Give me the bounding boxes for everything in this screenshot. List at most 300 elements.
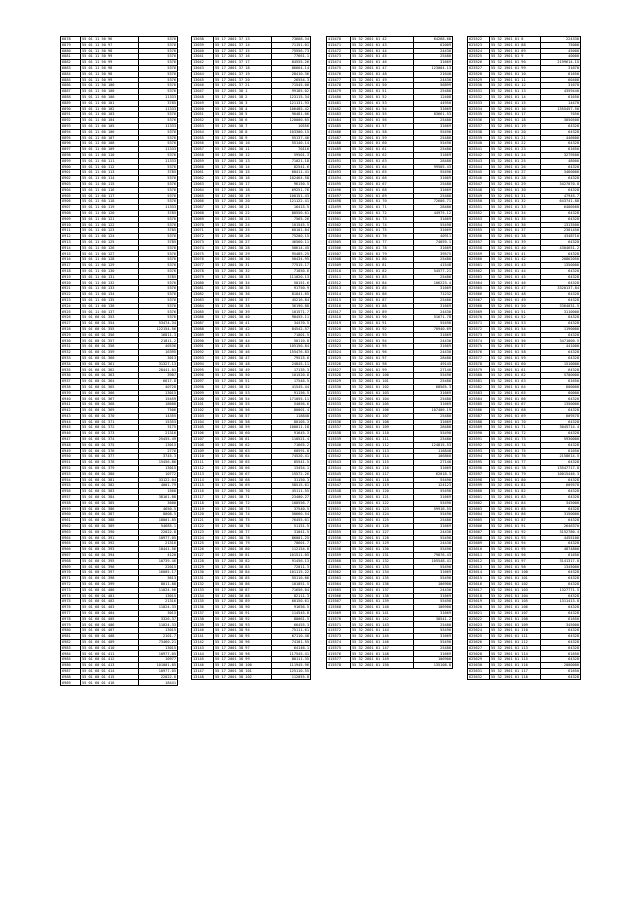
- row-number-cell: 13066: [192, 199, 214, 205]
- amount-cell: 55490: [414, 564, 453, 570]
- code-cell: 55 17 2001 38 85: [214, 576, 272, 582]
- row-number-cell: 6970: [61, 570, 81, 576]
- row-number-cell: 415487: [327, 135, 351, 141]
- code-cell: 55 32 1901 01 60: [490, 361, 541, 367]
- row-number-cell: 625597: [468, 471, 490, 477]
- code-cell: 55 32 2601 01 76: [351, 234, 414, 240]
- code-cell: 55 01 60 01 383: [81, 489, 139, 495]
- amount-cell: 25480: [414, 181, 453, 187]
- row-number-cell: 625553: [468, 216, 490, 222]
- amount-cell: 15456.86: [139, 460, 178, 466]
- code-cell: 55 17 2001 38 75: [214, 518, 272, 524]
- row-number-cell: 13084: [192, 303, 214, 309]
- amount-cell: 4001.79: [139, 483, 178, 489]
- row-number-cell: 415575: [327, 645, 351, 651]
- code-cell: 55 32 1901 01 88: [490, 42, 541, 48]
- row-number-cell: 13076: [192, 257, 214, 263]
- code-cell: 55 01 11 60 108: [81, 141, 139, 147]
- row-number-cell: 6976: [61, 605, 81, 611]
- code-cell: 55 01 60 01 411: [81, 651, 139, 657]
- amount-cell: 64328: [541, 605, 581, 611]
- amount-cell: 3141317.8: [541, 558, 581, 564]
- amount-cell: 2158614.5: [541, 454, 581, 460]
- amount-cell: 24430: [414, 309, 453, 315]
- amount-cell: 101520.8: [272, 373, 311, 379]
- row-number-cell: 415507: [327, 251, 351, 257]
- code-cell: 55 01 11 60 130: [81, 268, 139, 274]
- code-cell: 55 01 11 60 132: [81, 280, 139, 286]
- row-number-cell: 625526: [468, 60, 490, 66]
- code-cell: 55 17 2001 38 71: [214, 494, 272, 500]
- code-cell: 55 17 2001 38 4: [214, 106, 272, 112]
- code-cell: 55 32 1901 01 73: [490, 436, 541, 442]
- row-number-cell: 625593: [468, 448, 490, 454]
- code-cell: 55 32 2601 01 129: [351, 541, 414, 547]
- amount-cell: 64328: [541, 494, 581, 500]
- code-cell: 55 17 2001 38 37: [214, 297, 272, 303]
- row-number-cell: 415486: [327, 129, 351, 135]
- row-number-cell: 415501: [327, 216, 351, 222]
- amount-cell: 39575: [414, 251, 453, 257]
- code-cell: 55 01 60 01 400: [81, 587, 139, 593]
- amount-cell: 72011.3: [272, 564, 311, 570]
- code-cell: 55 01 60 01 415: [81, 674, 139, 680]
- amount-cell: 71050.6: [272, 268, 311, 274]
- amount-cell: 31669: [414, 419, 453, 425]
- code-cell: 55 32 1901 01 36: [490, 222, 541, 228]
- row-number-cell: 415502: [327, 222, 351, 228]
- row-number-cell: 415554: [327, 523, 351, 529]
- row-number-cell: 13145: [192, 657, 214, 663]
- code-cell: 55 17 2001 38 45: [214, 344, 272, 350]
- code-cell: 55 01 60 01 399: [81, 581, 139, 587]
- row-number-cell: 625601: [468, 494, 490, 500]
- row-number-cell: 13111: [192, 460, 214, 466]
- row-number-cell: 6982: [61, 639, 81, 645]
- row-number-cell: 415492: [327, 164, 351, 170]
- amount-cell: 28480: [414, 205, 453, 211]
- amount-cell: 64328: [541, 408, 581, 414]
- row-number-cell: 415499: [327, 205, 351, 211]
- amount-cell: 31669: [414, 390, 453, 396]
- row-number-cell: 625582: [468, 384, 490, 390]
- row-number-cell: 6946: [61, 431, 81, 437]
- code-cell: 55 17 2001 38 3: [214, 100, 272, 106]
- row-number-cell: 625563: [468, 274, 490, 280]
- code-cell: 55 32 1901 01 101: [490, 576, 541, 582]
- code-cell: 55 01 11 50 98: [81, 48, 139, 54]
- amount-cell: 3745.3: [139, 454, 178, 460]
- amount-cell: 62009: [414, 42, 453, 48]
- amount-cell: 3279500: [541, 152, 581, 158]
- row-number-cell: 6960: [61, 512, 81, 518]
- amount-cell: 82541.6: [272, 164, 311, 170]
- amount-cell: 31670: [541, 83, 581, 89]
- amount-cell: 13015: [139, 390, 178, 396]
- row-number-cell: 625598: [468, 477, 490, 483]
- code-cell: 55 32 2601 01 51: [351, 89, 414, 95]
- code-cell: 55 32 2601 01 132: [351, 558, 414, 564]
- amount-cell: 91645.3: [272, 431, 311, 437]
- code-cell: 55 32 1901 01 76: [490, 454, 541, 460]
- amount-cell: 60591.8: [272, 448, 311, 454]
- amount-cell: 64328: [541, 176, 581, 182]
- amount-cell: 24430: [414, 48, 453, 54]
- row-number-cell: 625608: [468, 535, 490, 541]
- amount-cell: 609578: [541, 413, 581, 419]
- code-cell: 55 32 2601 01 100: [351, 373, 414, 379]
- amount-cell: 5376: [139, 216, 178, 222]
- code-cell: 55 32 1901 01 94: [490, 541, 541, 547]
- row-number-cell: 625542: [468, 152, 490, 158]
- code-cell: 55 01 60 01 375: [81, 442, 139, 448]
- code-cell: 55 32 1901 01 109: [490, 622, 541, 628]
- row-number-cell: 415542: [327, 454, 351, 460]
- code-cell: 55 01 11 50 97: [81, 42, 139, 48]
- row-number-cell: 13060: [192, 164, 214, 170]
- code-cell: 55 17 2001 38 14: [214, 164, 272, 170]
- row-number-cell: 6919: [61, 274, 81, 280]
- amount-cell: 13454.1: [272, 465, 311, 471]
- code-cell: 55 17 2001 38 67: [214, 471, 272, 477]
- amount-cell: 68565.3: [414, 384, 453, 390]
- row-number-cell: 415549: [327, 494, 351, 500]
- amount-cell: 80001.4: [272, 408, 311, 414]
- row-number-cell: 6957: [61, 494, 81, 500]
- amount-cell: 64328: [541, 657, 581, 663]
- row-number-cell: 13048: [192, 94, 214, 100]
- code-cell: 55 32 1901 01 108: [490, 616, 541, 622]
- row-number-cell: 625538: [468, 129, 490, 135]
- code-cell: 55 32 1901 01 15: [490, 100, 541, 106]
- row-number-cell: 415521: [327, 332, 351, 338]
- row-number-cell: 13120: [192, 512, 214, 518]
- row-number-cell: 6888: [61, 94, 81, 100]
- row-number-cell: 415545: [327, 471, 351, 477]
- row-number-cell: 6898: [61, 152, 81, 158]
- code-cell: 55 32 1901 01 62: [490, 373, 541, 379]
- code-cell: 55 01 60 01 368: [81, 402, 139, 408]
- row-number-cell: 625546: [468, 176, 490, 182]
- code-cell: 55 17 2001 38 9: [214, 135, 272, 141]
- amount-cell: 47945.7: [541, 193, 581, 199]
- row-number-cell: 13064: [192, 187, 214, 193]
- amount-cell: 106223.4: [414, 280, 453, 286]
- amount-cell: 101545.5: [272, 222, 311, 228]
- code-cell: 55 17 2001 38 90: [214, 605, 272, 611]
- amount-cell: 64328: [541, 187, 581, 193]
- row-number-cell: 13142: [192, 639, 214, 645]
- code-cell: 55 17 2001 37 19: [214, 71, 272, 77]
- row-number-cell: 13105: [192, 425, 214, 431]
- row-number-cell: 6907: [61, 205, 81, 211]
- row-number-cell: 415511: [327, 274, 351, 280]
- code-cell: 55 32 2601 01 97: [351, 355, 414, 361]
- row-number-cell: 6920: [61, 280, 81, 286]
- code-cell: 55 01 11 50 98: [81, 71, 139, 77]
- code-cell: 55 01 60 01 371: [81, 419, 139, 425]
- code-cell: 55 32 2601 01 60: [351, 141, 414, 147]
- row-number-cell: 415483: [327, 112, 351, 118]
- code-cell: 55 32 2601 01 96: [351, 350, 414, 356]
- row-number-cell: 13072: [192, 234, 214, 240]
- row-number-cell: 13074: [192, 245, 214, 251]
- row-number-cell: 13090: [192, 338, 214, 344]
- row-number-cell: 625580: [468, 373, 490, 379]
- row-number-cell: 13039: [192, 42, 214, 48]
- amount-cell: 73668.34: [272, 37, 311, 43]
- code-cell: 55 32 1901 01 43: [490, 263, 541, 269]
- amount-cell: 8008.5: [139, 512, 178, 518]
- code-cell: 55 32 1901 01 113: [490, 645, 541, 651]
- code-cell: 55 32 2601 01 124: [351, 512, 414, 518]
- amount-cell: 80111.35: [272, 657, 311, 663]
- amount-cell: 61650: [541, 668, 581, 674]
- amount-cell: 75200.15: [272, 234, 311, 240]
- amount-cell: 28410.36: [272, 71, 311, 77]
- row-number-cell: 13116: [192, 489, 214, 495]
- code-cell: 55 17 2001 38 99: [214, 657, 272, 663]
- row-number-cell: 13110: [192, 454, 214, 460]
- code-cell: 55 32 1901 01 24: [490, 152, 541, 158]
- code-cell: 55 32 1901 01 69: [490, 413, 541, 419]
- amount-cell: 64328: [541, 274, 581, 280]
- amount-cell: 106900: [414, 581, 453, 587]
- row-number-cell: 415503: [327, 228, 351, 234]
- code-cell: 55 32 1901 01 53: [490, 321, 541, 327]
- row-number-cell: 415564: [327, 581, 351, 587]
- amount-cell: 100556.7: [272, 500, 311, 506]
- amount-cell: 6400560: [541, 205, 581, 211]
- amount-cell: 111945.96: [272, 663, 311, 669]
- row-number-cell: 13040: [192, 48, 214, 54]
- amount-cell: 79876.43: [414, 552, 453, 558]
- amount-cell: 55490: [414, 129, 453, 135]
- row-number-cell: 625610: [468, 547, 490, 553]
- code-cell: 55 32 1901 01 83: [490, 494, 541, 500]
- row-number-cell: 625528: [468, 71, 490, 77]
- amount-cell: 106900: [414, 657, 453, 663]
- amount-cell: 3364031.5: [541, 303, 581, 309]
- code-cell: 55 17 2001 38 91: [214, 610, 272, 616]
- code-cell: 55 32 2601 01 144: [351, 628, 414, 634]
- row-number-cell: 13127: [192, 552, 214, 558]
- row-number-cell: 625624: [468, 628, 490, 634]
- code-cell: 55 17 2001 38 7: [214, 123, 272, 129]
- row-number-cell: 415574: [327, 639, 351, 645]
- code-cell: 55 32 2601 01 90: [351, 315, 414, 321]
- row-number-cell: 625532: [468, 94, 490, 100]
- amount-cell: 5376: [139, 263, 178, 269]
- amount-cell: 25480: [414, 436, 453, 442]
- code-cell: 55 01 60 01 353: [81, 315, 139, 321]
- code-cell: 55 17 2001 38 25: [214, 228, 272, 234]
- row-number-cell: 415481: [327, 100, 351, 106]
- row-number-cell: 415508: [327, 257, 351, 263]
- amount-cell: 1345000: [541, 564, 581, 570]
- code-cell: 55 32 2601 01 150: [351, 663, 414, 669]
- row-number-cell: 6896: [61, 141, 81, 147]
- row-number-cell: 13146: [192, 663, 214, 669]
- row-number-cell: 415566: [327, 593, 351, 599]
- amount-cell: 40728: [139, 384, 178, 390]
- amount-cell: 105150.84: [272, 344, 311, 350]
- row-number-cell: 625583: [468, 390, 490, 396]
- amount-cell: 5376: [139, 257, 178, 263]
- amount-cell: 1350000: [541, 402, 581, 408]
- amount-cell: 31669: [414, 332, 453, 338]
- amount-cell: 13015: [139, 645, 178, 651]
- code-cell: 55 32 2601 01 134: [351, 570, 414, 576]
- amount-cell: 18441: [139, 680, 178, 686]
- code-cell: 55 32 1901 01 71: [490, 425, 541, 431]
- row-number-cell: 625611: [468, 552, 490, 558]
- amount-cell: 25480: [414, 518, 453, 524]
- amount-cell: 81041.65: [272, 292, 311, 298]
- row-number-cell: 6918: [61, 268, 81, 274]
- row-number-cell: 415510: [327, 268, 351, 274]
- code-cell: 55 32 2601 01 89: [351, 309, 414, 315]
- code-cell: 55 32 2601 01 47: [351, 65, 414, 71]
- row-number-cell: 625609: [468, 541, 490, 547]
- row-number-cell: 415552: [327, 512, 351, 518]
- row-number-cell: 13070: [192, 222, 214, 228]
- row-number-cell: 6912: [61, 234, 81, 240]
- code-cell: 55 32 1901 01 93: [490, 535, 541, 541]
- code-cell: 55 32 2601 01 141: [351, 610, 414, 616]
- row-number-cell: 415482: [327, 106, 351, 112]
- row-number-cell: 415498: [327, 199, 351, 205]
- amount-cell: 55490: [414, 500, 453, 506]
- row-number-cell: 13126: [192, 547, 214, 553]
- amount-cell: 5376: [139, 268, 178, 274]
- amount-cell: 64328: [541, 251, 581, 257]
- code-cell: 55 17 2001 38 18: [214, 187, 272, 193]
- amount-cell: 25480: [414, 297, 453, 303]
- row-number-cell: 6911: [61, 228, 81, 234]
- code-cell: 55 17 2001 38 76: [214, 523, 272, 529]
- code-cell: 55 17 2001 38 17: [214, 181, 272, 187]
- row-number-cell: 415534: [327, 408, 351, 414]
- amount-cell: 11024.56: [139, 587, 178, 593]
- amount-cell: 5376: [139, 245, 178, 251]
- row-number-cell: 13137: [192, 610, 214, 616]
- row-number-cell: 13129: [192, 564, 214, 570]
- code-cell: 55 17 2001 38 19: [214, 193, 272, 199]
- code-cell: 55 01 60 01 359: [81, 350, 139, 356]
- row-number-cell: 6969: [61, 564, 81, 570]
- code-cell: 55 01 11 60 129: [81, 263, 139, 269]
- amount-cell: 101115.22: [272, 570, 311, 576]
- code-cell: 55 32 2601 01 116: [351, 465, 414, 471]
- code-cell: 55 17 2001 38 94: [214, 628, 272, 634]
- code-cell: 55 32 2601 01 149: [351, 657, 414, 663]
- code-cell: 55 01 11 60 125: [81, 239, 139, 245]
- amount-cell: 55490: [414, 639, 453, 645]
- amount-cell: 60400: [541, 77, 581, 83]
- code-cell: 55 17 2001 38 51: [214, 379, 272, 385]
- code-cell: 55 01 11 50 100: [81, 83, 139, 89]
- row-number-cell: 6945: [61, 425, 81, 431]
- amount-cell: 122154.56: [139, 326, 178, 332]
- amount-cell: 25480: [414, 54, 453, 60]
- amount-cell: 64328: [541, 442, 581, 448]
- code-cell: 55 32 2601 01 56: [351, 118, 414, 124]
- code-cell: 55 17 2001 38 74: [214, 512, 272, 518]
- amount-cell: 106860: [414, 454, 453, 460]
- amount-cell: 5376: [139, 234, 178, 240]
- row-number-cell: 13050: [192, 106, 214, 112]
- amount-cell: 5930000: [541, 436, 581, 442]
- amount-cell: 55490: [414, 141, 453, 147]
- row-number-cell: 13097: [192, 379, 214, 385]
- amount-cell: 55490: [414, 431, 453, 437]
- code-cell: 55 32 2601 01 107: [351, 413, 414, 419]
- amount-cell: 64328: [541, 355, 581, 361]
- row-number-cell: 625524: [468, 48, 490, 54]
- amount-cell: 64328: [541, 639, 581, 645]
- amount-cell: 41545.44: [272, 384, 311, 390]
- code-cell: 55 32 1901 01 86: [490, 512, 541, 518]
- row-number-cell: 6922: [61, 292, 81, 298]
- amount-cell: 55490: [414, 222, 453, 228]
- amount-cell: 31669: [414, 216, 453, 222]
- code-cell: 55 01 60 01 397: [81, 570, 139, 576]
- amount-cell: 15572.26: [272, 471, 311, 477]
- code-cell: 55 01 60 01 402: [81, 599, 139, 605]
- row-number-cell: 415543: [327, 460, 351, 466]
- amount-cell: 25480: [414, 193, 453, 199]
- row-number-cell: 625576: [468, 350, 490, 356]
- amount-cell: 31669: [414, 123, 453, 129]
- amount-cell: 31041.5: [272, 529, 311, 535]
- code-cell: 55 01 60 01 381: [81, 477, 139, 483]
- code-cell: 55 32 2601 01 72: [351, 210, 414, 216]
- row-number-cell: 415520: [327, 326, 351, 332]
- code-cell: 55 32 2601 01 88: [351, 303, 414, 309]
- amount-cell: 5376: [139, 54, 178, 60]
- amount-cell: 4359440: [541, 89, 581, 95]
- row-number-cell: 6889: [61, 100, 81, 106]
- code-cell: 55 01 60 01 378: [81, 460, 139, 466]
- code-cell: 55 32 2601 01 123: [351, 506, 414, 512]
- code-cell: 55 17 2001 38 98: [214, 651, 272, 657]
- code-cell: 55 17 2001 38 6: [214, 118, 272, 124]
- row-number-cell: 13094: [192, 361, 214, 367]
- amount-cell: 71151.01: [272, 42, 311, 48]
- amount-cell: 13015: [139, 593, 178, 599]
- code-cell: 55 32 2601 01 81: [351, 263, 414, 269]
- amount-cell: 25480: [414, 135, 453, 141]
- amount-cell: 5376: [139, 199, 178, 205]
- row-number-cell: 415569: [327, 610, 351, 616]
- row-number-cell: 6886: [61, 83, 81, 89]
- row-number-cell: 13071: [192, 228, 214, 234]
- amount-cell: 70940.69: [414, 326, 453, 332]
- row-number-cell: 625539: [468, 135, 490, 141]
- code-cell: 55 32 2601 01 95: [351, 344, 414, 350]
- amount-cell: 124815.53: [414, 442, 453, 448]
- code-cell: 55 32 2601 01 142: [351, 616, 414, 622]
- amount-cell: 31669: [414, 593, 453, 599]
- amount-cell: 64328: [541, 292, 581, 298]
- amount-cell: 112055.8: [272, 674, 311, 680]
- amount-cell: 6617.8: [139, 379, 178, 385]
- code-cell: 55 17 2001 38 40: [214, 315, 272, 321]
- row-number-cell: 6882: [61, 60, 81, 66]
- row-number-cell: 6890: [61, 106, 81, 112]
- amount-cell: 13015: [139, 465, 178, 471]
